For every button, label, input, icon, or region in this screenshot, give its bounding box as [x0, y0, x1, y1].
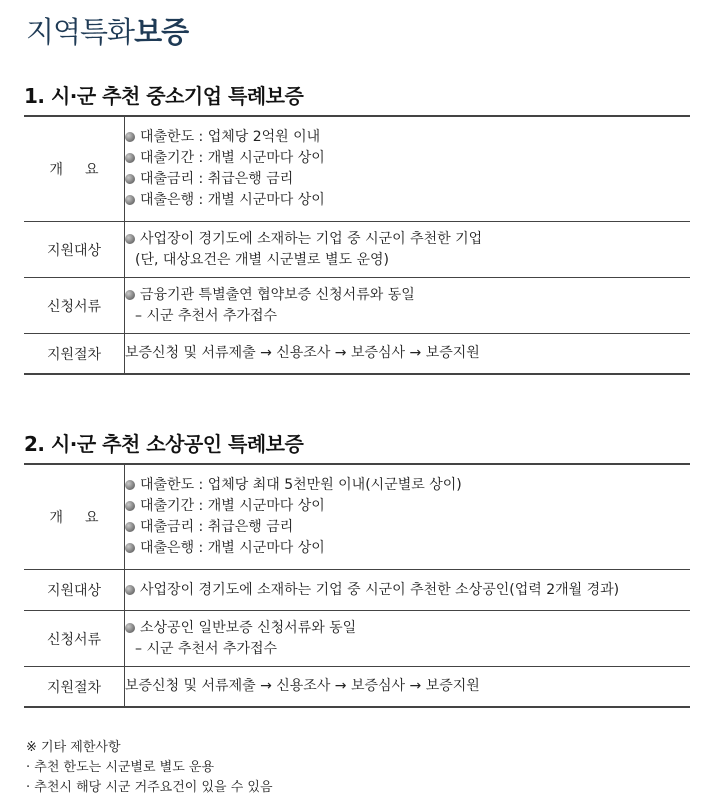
docs-content: 소상공인 일반보증 신청서류와 동일 – 시군 추천서 추가접수	[125, 611, 691, 667]
target-content: 사업장이 경기도에 소재하는 기업 중 시군이 추천한 기업 (단, 대상요건은 개별 시군별로 별도 운영)	[125, 222, 691, 278]
overview-row	[24, 116, 690, 222]
process-label: 지원절차	[24, 334, 125, 375]
note-item: · 추천시 해당 시군 거주요건이 있을 수 있음	[26, 780, 273, 795]
bullet-icon	[125, 585, 135, 595]
target-row	[24, 570, 690, 611]
list-item: 대출금리 : 취급은행 금리	[125, 517, 690, 538]
docs-label: 신청서류	[24, 611, 125, 667]
bullet-icon	[125, 480, 135, 490]
bullet-icon	[125, 195, 135, 205]
section-1-title: 1. 시·군 추천 중소기업 특례보증	[24, 84, 304, 108]
target-content: 사업장이 경기도에 소재하는 기업 중 시군이 추천한 소상공인(업력 2개월 경과)	[125, 570, 691, 611]
note-item: · 추천 한도는 시군별로 별도 운용	[26, 760, 215, 775]
target-label: 지원대상	[24, 570, 125, 611]
overview-label: 개 요	[24, 464, 125, 570]
bullet-icon	[125, 234, 135, 244]
list-item: 대출은행 : 개별 시군마다 상이	[125, 538, 690, 559]
overview-label: 개 요	[24, 116, 125, 222]
docs-row	[24, 278, 690, 334]
bullet-icon	[125, 174, 135, 184]
process-content: 보증신청 및 서류제출 → 신용조사 → 보증심사 → 보증지원	[125, 334, 691, 375]
list-item: 대출한도 : 업체당 2억원 이내	[125, 127, 690, 148]
process-row	[24, 667, 690, 708]
page-title-bold: 보증	[134, 15, 189, 49]
bullet-icon	[125, 623, 135, 633]
docs-label: 신청서류	[24, 278, 125, 334]
overview-row	[24, 464, 690, 570]
docs-row	[24, 611, 690, 667]
bullet-icon	[125, 501, 135, 511]
list-item: 대출기간 : 개별 시군마다 상이	[125, 148, 690, 169]
bullet-icon	[125, 290, 135, 300]
overview-content	[125, 464, 691, 570]
bullet-icon	[125, 132, 135, 142]
bullet-icon	[125, 153, 135, 163]
list-item: 대출한도 : 업체당 최대 5천만원 이내(시군별로 상이)	[125, 475, 690, 496]
bullet-icon	[125, 543, 135, 553]
target-row	[24, 222, 690, 278]
list-item: 대출기간 : 개별 시군마다 상이	[125, 496, 690, 517]
list-item: 대출은행 : 개별 시군마다 상이	[125, 190, 690, 211]
process-label: 지원절차	[24, 667, 125, 708]
notes	[26, 738, 273, 798]
docs-content: 금융기관 특별출연 협약보증 신청서류와 동일 – 시군 추천서 추가접수	[125, 278, 691, 334]
page-title-normal: 지역특화	[26, 15, 135, 49]
notes-title: ※ 기타 제한사항	[26, 740, 121, 755]
process-content: 보증신청 및 서류제출 → 신용조사 → 보증심사 → 보증지원	[125, 667, 691, 708]
overview-content	[125, 116, 691, 222]
section-2-title: 2. 시·군 추천 소상공인 특례보증	[24, 432, 304, 456]
section-2-table	[24, 463, 690, 708]
bullet-icon	[125, 522, 135, 532]
target-label: 지원대상	[24, 222, 125, 278]
page-title	[26, 10, 188, 51]
section-1-table	[24, 115, 690, 375]
process-row	[24, 334, 690, 375]
list-item: 대출금리 : 취급은행 금리	[125, 169, 690, 190]
